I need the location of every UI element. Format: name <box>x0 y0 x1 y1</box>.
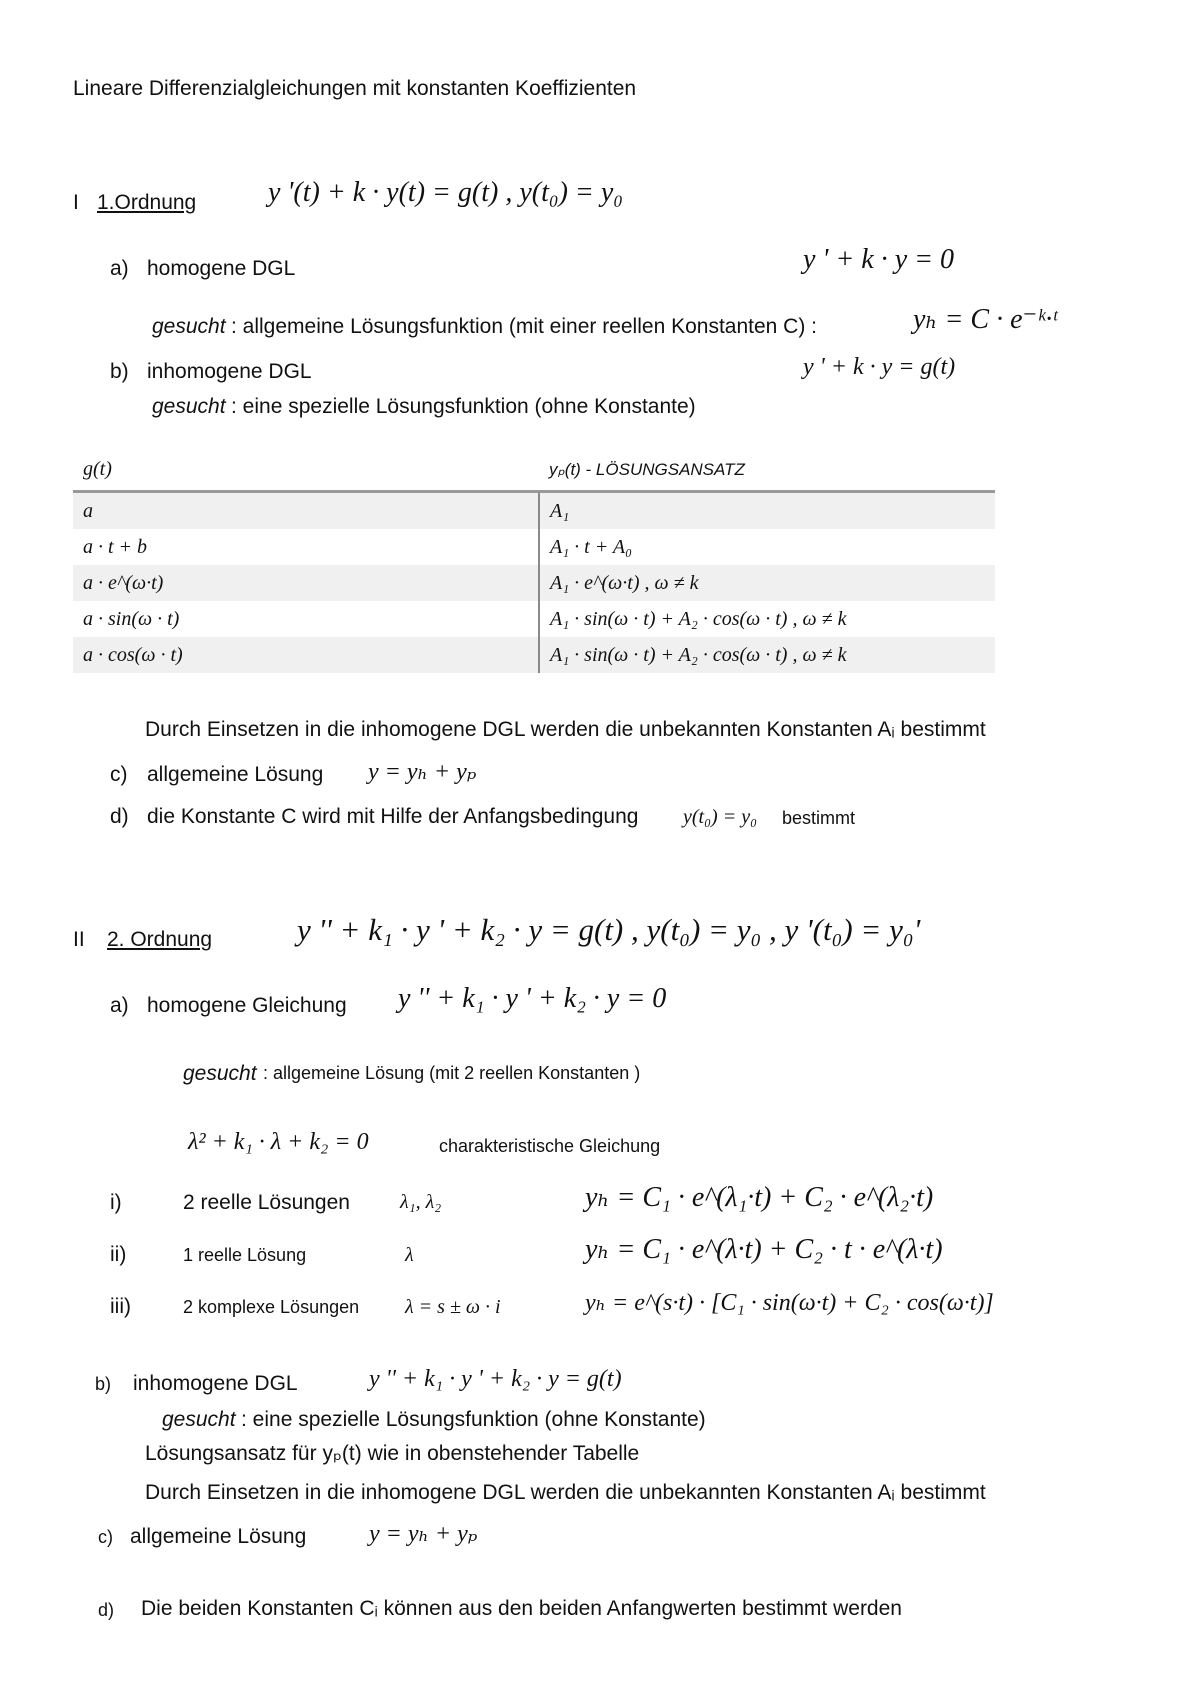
s2-d-label: d) <box>98 1600 115 1620</box>
table-cell-g: a · t + b <box>73 529 539 565</box>
s2-case-text: 2 komplexe Lösungen <box>183 1297 360 1317</box>
s2-d-text: Die beiden Konstanten Cᵢ können aus den beiden Anfangwerten bestimmt werden <box>141 1597 902 1620</box>
table-cell-yp: A₁ · t + A₀ <box>539 529 995 565</box>
table-cell-g: a · e^(ω·t) <box>73 565 539 601</box>
s2-a-label: a) <box>110 994 129 1017</box>
s2-case-solution: yₕ = e^(s·t) · [C₁ · sin(ω·t) + C₂ · cos(ω·t)] <box>585 1290 994 1316</box>
s2-b-equation: y '' + k₁ · y ' + k₂ · y = g(t) <box>369 1366 622 1392</box>
s2-a-text: homogene Gleichung <box>147 994 347 1017</box>
s1-a-label: a) <box>110 257 129 280</box>
s2-case-roots: λ = s ± ω · i <box>405 1296 501 1318</box>
s1-d-label: d) <box>110 805 129 828</box>
s1-c-equation: y = yₕ + yₚ <box>368 759 477 785</box>
s2-char-label: charakteristische Gleichung <box>439 1136 661 1156</box>
table-header-yp: yₚ(t) - LÖSUNGSANSATZ <box>539 449 995 492</box>
table-row <box>73 529 995 565</box>
s1-gesucht1-text: : allgemeine Lösungsfunktion (mit einer reellen Konstanten C) : <box>231 315 817 338</box>
table-row <box>73 637 995 673</box>
section-1-number: I <box>73 191 79 214</box>
s2-c-text: allgemeine Lösung <box>130 1525 307 1548</box>
s1-d-text: die Konstante C wird mit Hilfe der Anfangsbedingung <box>147 805 639 828</box>
s2-case-solution: yₕ = C₁ · e^(λ·t) + C₂ · t · e^(λ·t) <box>585 1234 943 1265</box>
s2-case-roots: λ₁, λ₂ <box>400 1191 442 1213</box>
table-header-row <box>73 449 995 492</box>
s2-case-solution: yₕ = C₁ · e^(λ₁·t) + C₂ · e^(λ₂·t) <box>585 1182 934 1213</box>
section-1-heading: 1.Ordnung <box>97 191 197 214</box>
table-cell-g: a <box>73 492 539 530</box>
s2-gesucht-label: gesucht <box>183 1062 257 1085</box>
table-row <box>73 565 995 601</box>
table-header-g: g(t) <box>73 449 539 492</box>
s1-a-equation: y ' + k · y = 0 <box>803 244 955 275</box>
table-cell-yp: A₁ <box>539 492 995 530</box>
s2-case-label: i) <box>110 1191 122 1214</box>
s1-b-label: b) <box>110 360 129 383</box>
s1-d-equation: y(t₀) = y₀ <box>683 806 758 828</box>
s1-b-text: inhomogene DGL <box>147 360 312 383</box>
section-2-number: II <box>73 928 85 951</box>
s1-c-text: allgemeine Lösung <box>147 763 324 786</box>
section-2-equation: y '' + k₁ · y ' + k₂ · y = g(t) , y(t₀) = y₀ , y '(t₀) = y₀' <box>297 912 921 947</box>
s1-c-label: c) <box>110 763 128 786</box>
s1-gesucht1-label: gesucht <box>152 315 226 338</box>
table-cell-g: a · sin(ω · t) <box>73 601 539 637</box>
s1-d-tail: bestimmt <box>782 808 856 828</box>
s2-case-label: iii) <box>110 1295 131 1318</box>
section-1-equation: y '(t) + k · y(t) = g(t) , y(t₀) = y₀ <box>268 177 623 208</box>
s2-gesucht-text: : allgemeine Lösung (mit 2 reellen Konstanten ) <box>263 1063 641 1083</box>
s2-ansatz: Lösungsansatz für yₚ(t) wie in obenstehender Tabelle <box>145 1442 640 1465</box>
s2-case-text: 1 reelle Lösung <box>183 1245 307 1265</box>
loesungsansatz-table <box>73 449 995 673</box>
s1-yh-equation: yₕ = C · e⁻ᵏ·ᵗ <box>913 304 1057 335</box>
table-row <box>73 492 995 530</box>
s2-a-equation: y '' + k₁ · y ' + k₂ · y = 0 <box>398 983 667 1014</box>
table-cell-yp: A₁ · e^(ω·t) , ω ≠ k <box>539 565 995 601</box>
s2-gesucht2-label: gesucht <box>162 1408 236 1431</box>
s1-gesucht2-text: : eine spezielle Lösungsfunktion (ohne Konstante) <box>231 395 696 418</box>
table-row <box>73 601 995 637</box>
s1-einsetzen: Durch Einsetzen in die inhomogene DGL werden die unbekannten Konstanten Aᵢ bestimmt <box>145 718 986 741</box>
s2-b-text: inhomogene DGL <box>133 1372 298 1395</box>
section-2-heading: 2. Ordnung <box>107 928 213 951</box>
s2-einsetzen: Durch Einsetzen in die inhomogene DGL werden die unbekannten Konstanten Aᵢ bestimmt <box>145 1481 986 1504</box>
s2-case-text: 2 reelle Lösungen <box>183 1191 350 1214</box>
table-cell-g: a · cos(ω · t) <box>73 637 539 673</box>
s2-gesucht2-text: : eine spezielle Lösungsfunktion (ohne Konstante) <box>241 1408 706 1431</box>
s2-char-equation: λ² + k₁ · λ + k₂ = 0 <box>188 1129 369 1155</box>
s1-gesucht2-label: gesucht <box>152 395 226 418</box>
s1-b-equation: y ' + k · y = g(t) <box>803 354 956 380</box>
s2-c-equation: y = yₕ + yₚ <box>369 1521 478 1547</box>
s2-c-label: c) <box>98 1527 113 1547</box>
s2-b-label: b) <box>95 1374 112 1394</box>
s1-a-text: homogene DGL <box>147 257 296 280</box>
s2-case-roots: λ <box>405 1244 414 1266</box>
page-title: Lineare Differenzialgleichungen mit konstanten Koeffizienten <box>73 77 637 100</box>
table-cell-yp: A₁ · sin(ω · t) + A₂ · cos(ω · t) , ω ≠ k <box>539 637 995 673</box>
table-cell-yp: A₁ · sin(ω · t) + A₂ · cos(ω · t) , ω ≠ k <box>539 601 995 637</box>
s2-case-label: ii) <box>110 1243 127 1266</box>
